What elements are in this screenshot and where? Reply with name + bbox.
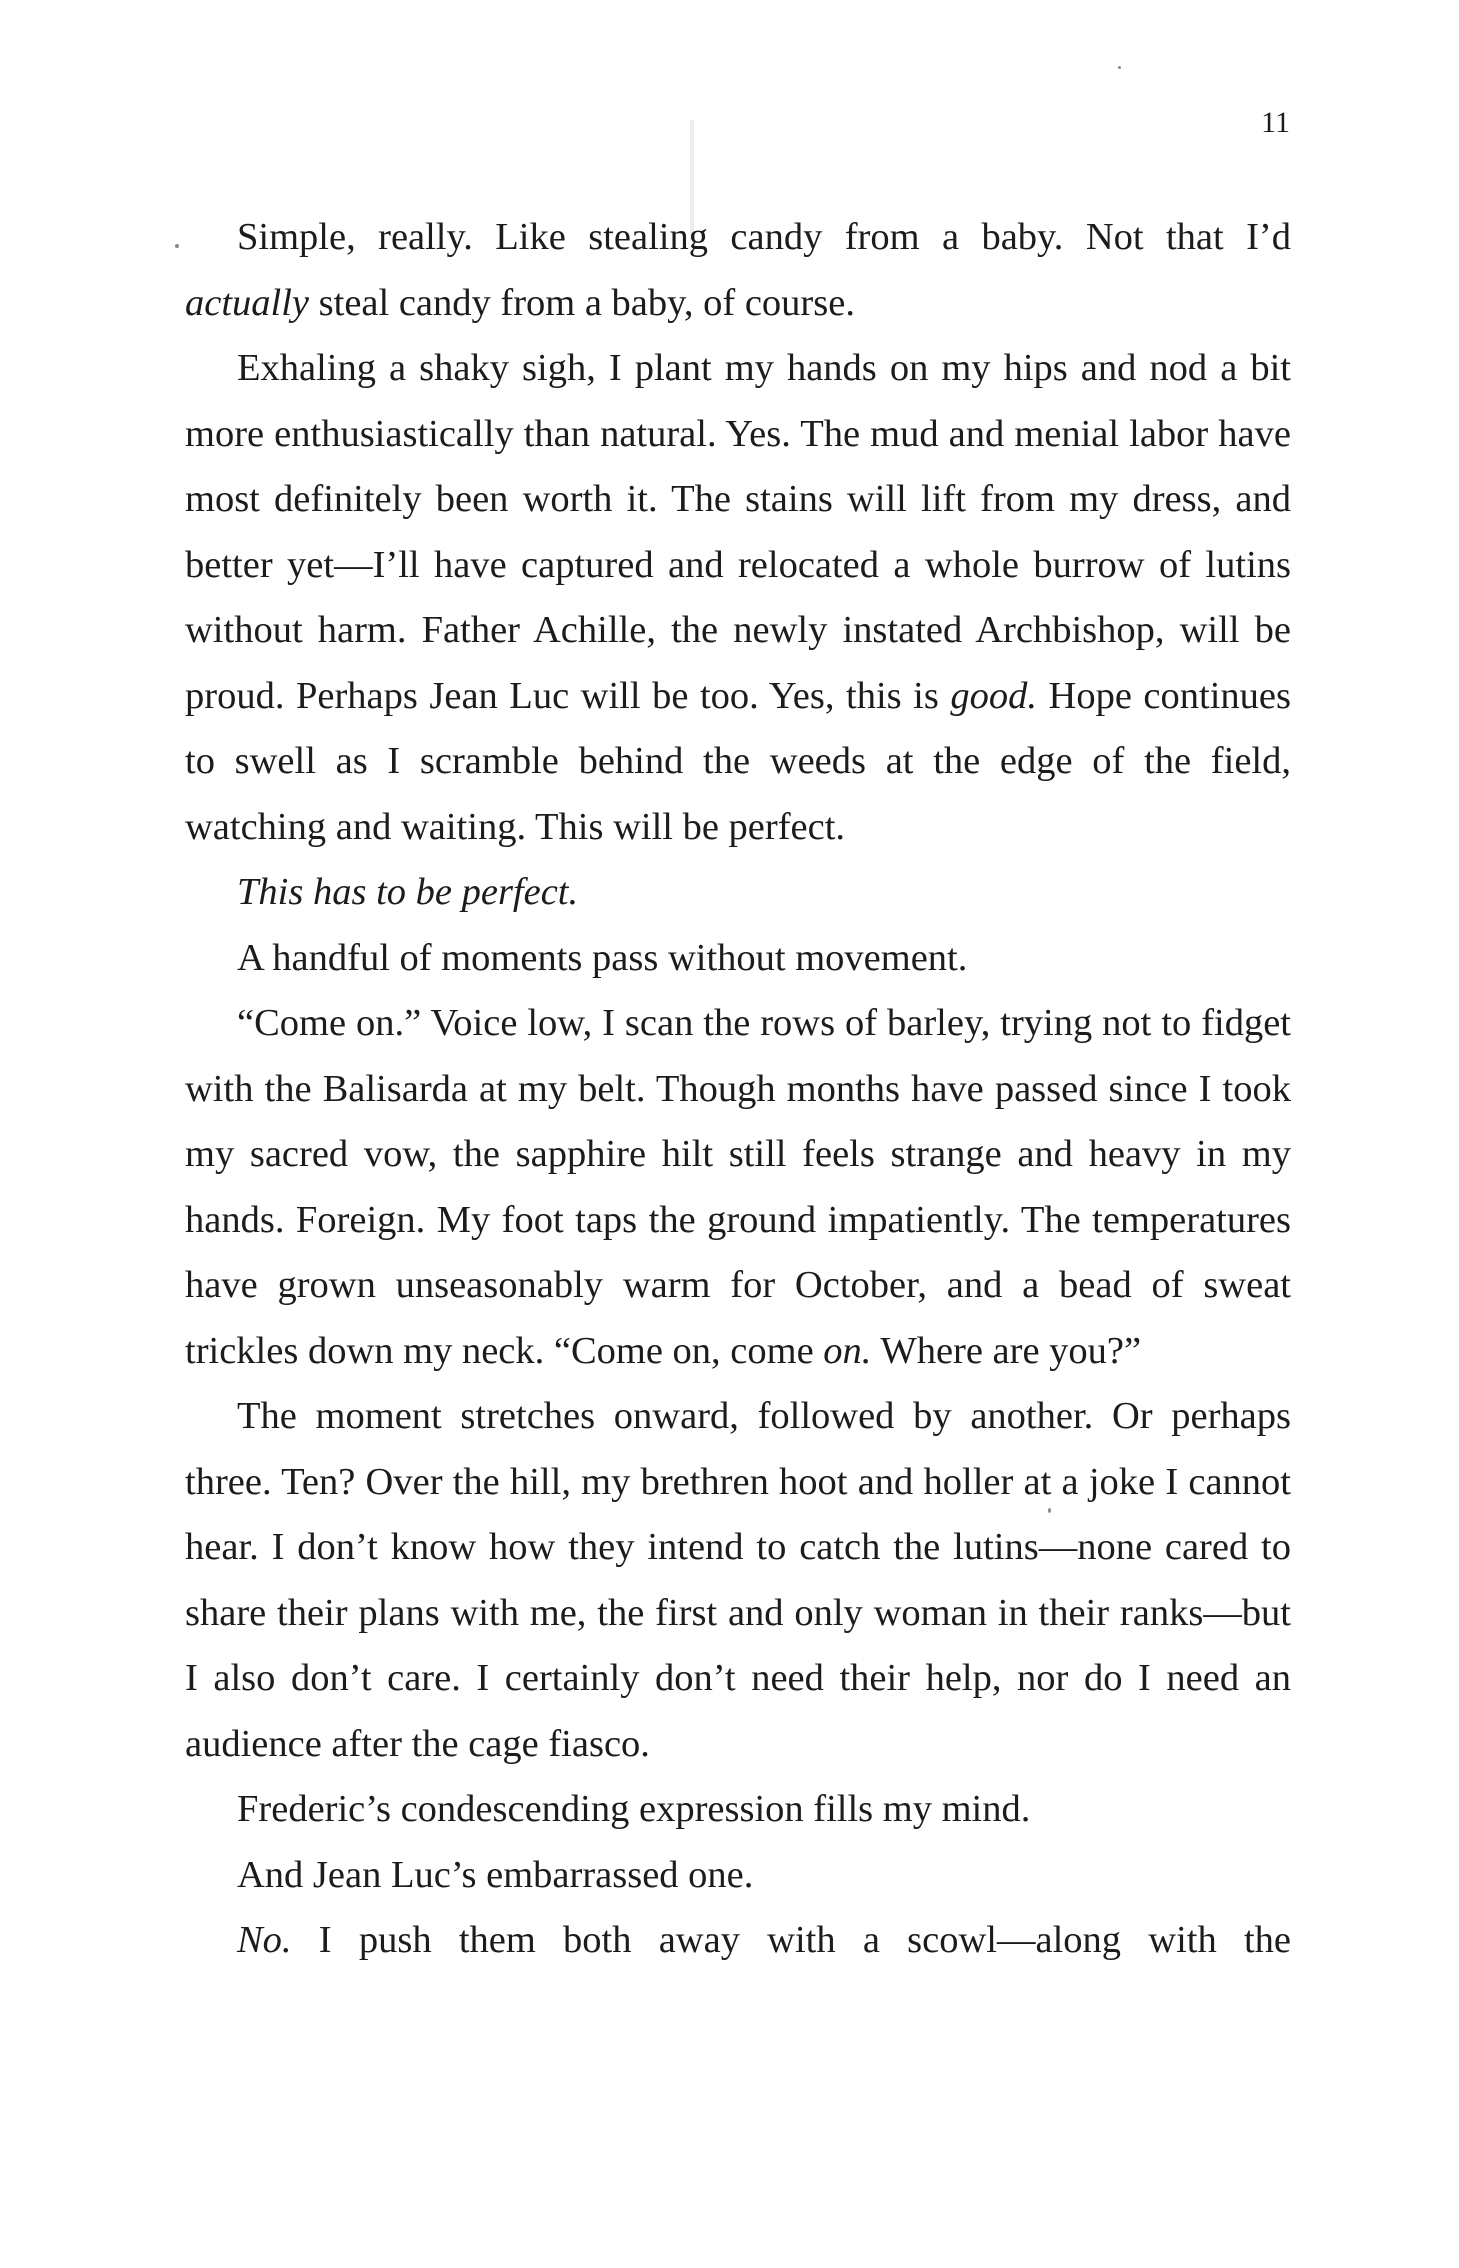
paragraph-text: steal candy from a baby, of course.	[309, 281, 855, 324]
italic-word-actually: actually	[185, 281, 310, 324]
paragraph-text: Simple, really. Like stealing candy from a baby. Not that I’d	[237, 216, 1291, 258]
italic-word-no: No.	[237, 1919, 292, 1961]
paragraph-text: Exhaling a shaky sigh, I plant my hands on my hips and nod a bit more enthusiastically than natural. Yes. The mud and menial labor have most definitely been worth it. The stains will lift from my dress, and better yet—I’ll have captured and relocated a whole burrow of lutins without harm. Father Achille, the newly instated Archbishop, will be proud. Perhaps Jean Luc will be too. Yes, this is	[185, 347, 1291, 717]
scan-speck	[1118, 66, 1121, 69]
paragraph-exhaling	[185, 336, 1291, 860]
page-number: 11	[1261, 106, 1290, 139]
scan-speck	[175, 244, 179, 248]
paragraph-jean-luc	[185, 1843, 1291, 1909]
paragraph-text: “Come on.” Voice low, I scan the rows of barley, trying not to fidget with the Balisarda at my belt. Though months have passed since I took my sacred vow, the sapphire hilt still feels strange and heavy in my hands. Foreign. My foot taps the ground impatiently. The temperatures have grown unseasonably warm for October, and a bead of sweat trickles down my neck. “Come on, come	[185, 1002, 1291, 1372]
paragraph-text: Where are you?”	[871, 1329, 1142, 1372]
paragraph-simple-really	[185, 205, 1291, 336]
paragraph-text: And Jean Luc’s embarrassed one.	[237, 1853, 754, 1896]
paragraph-text: I push them both away with a scowl—along with the	[291, 1919, 1291, 1961]
paragraph-this-has-to-be-perfect	[185, 860, 1291, 926]
paragraph-handful-of-moments	[185, 926, 1291, 992]
paragraph-text: Frederic’s condescending expression fills my mind.	[237, 1788, 1031, 1830]
paragraph-text: Hope continues to swell as I scramble behind the weeds at the edge of the field, watching and waiting. This will be perfect.	[185, 674, 1291, 848]
paragraph-text: A handful of moments pass without movement.	[237, 936, 968, 979]
italic-word-on: on.	[823, 1329, 872, 1372]
paragraph-no	[185, 1908, 1291, 1974]
body-text	[185, 205, 1291, 1974]
italic-line: This has to be perfect.	[237, 871, 579, 913]
paragraph-frederic	[185, 1777, 1291, 1843]
italic-word-good: good.	[950, 674, 1037, 717]
paragraph-come-on	[185, 991, 1291, 1384]
paragraph-moment-stretches	[185, 1384, 1291, 1777]
paragraph-text: The moment stretches onward, followed by another. Or perhaps three. Ten? Over the hill, my brethren hoot and holler at a joke I cannot hear. I don’t know how they intend to catch the lutins—none cared to share their plans with me, the first and only woman in their ranks—but I also don’t care. I certainly don’t need their help, nor do I need an audience after the cage fiasco.	[185, 1395, 1291, 1765]
